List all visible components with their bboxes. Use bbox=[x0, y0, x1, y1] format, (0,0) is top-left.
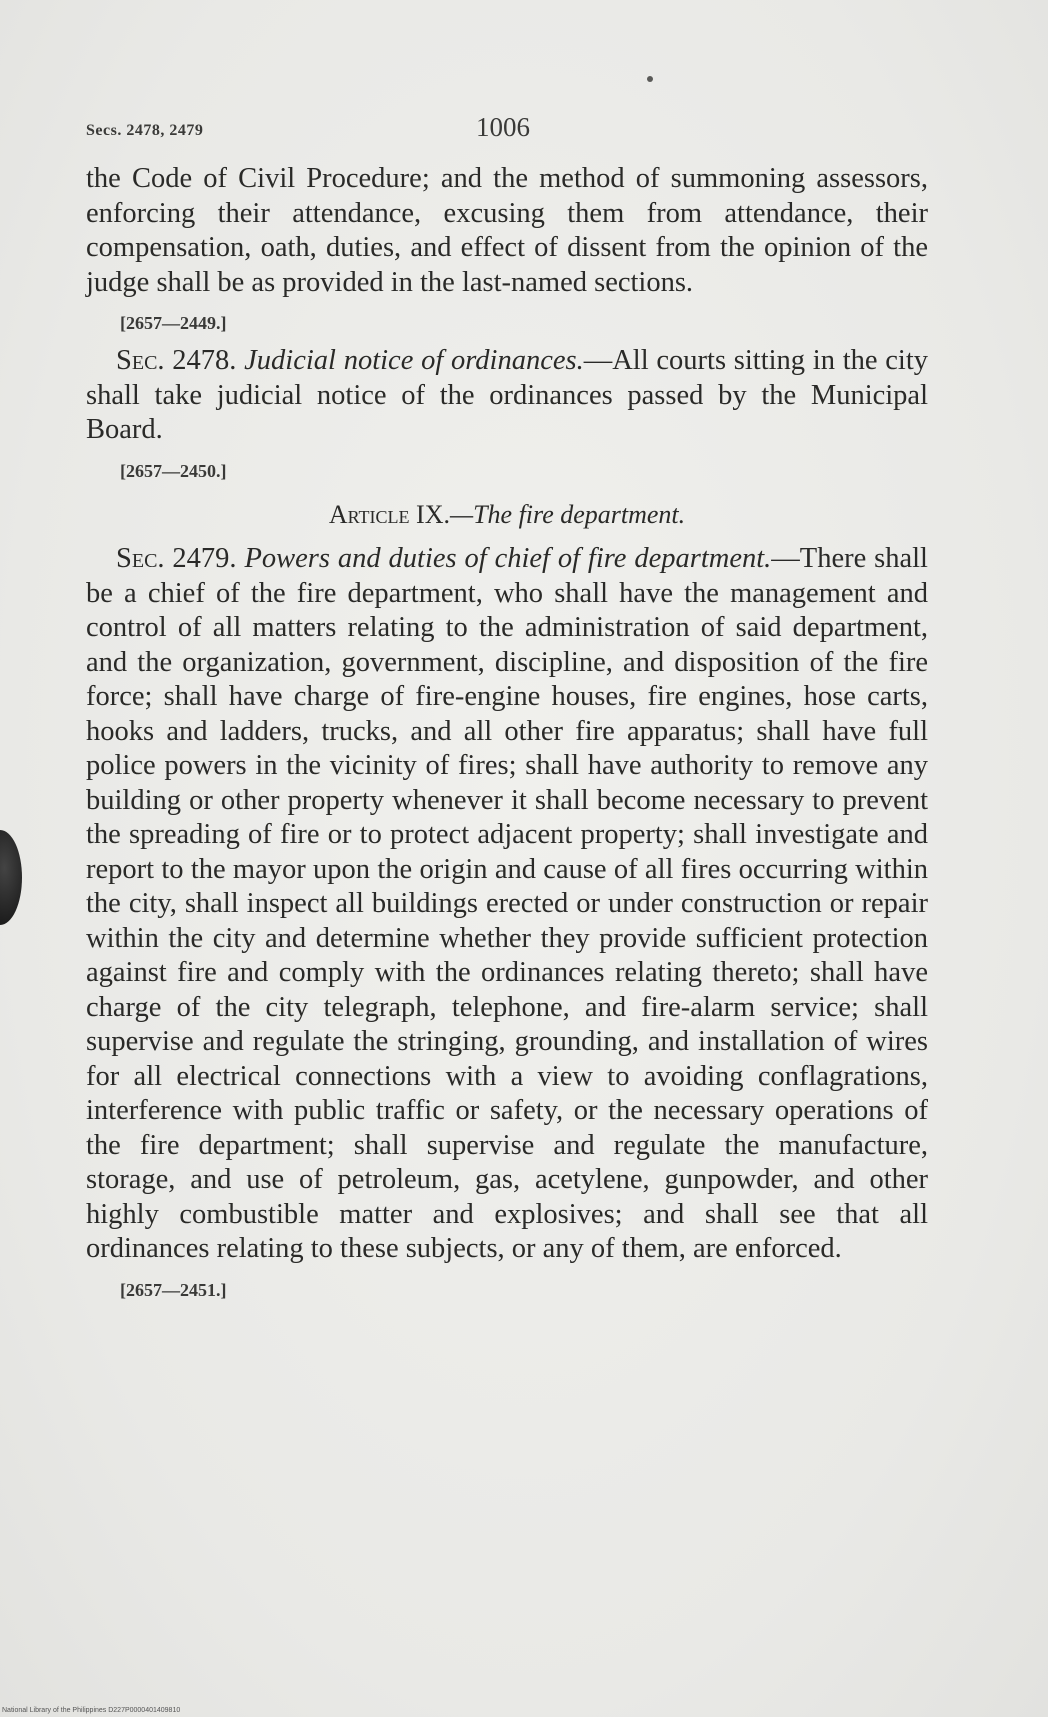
section-label: Sec. 2479. bbox=[116, 543, 237, 574]
section-2479 bbox=[86, 542, 928, 1267]
citation: [2657—2451.] bbox=[120, 1279, 227, 1300]
section-text: —There shall be a chief of the fire department, who shall have the management and control of all matters relating to the administration of said department, and the organization, government, discipline, and disposition of the fire force; shall have charge of fire-engine houses, fire engines, hose carts, hooks and ladders, trucks, and all other fire apparatus; shall have full police powers in the vicinity of fires; shall have authority to remove any building or other property whenever it shall become necessary to prevent the spreading of fire or to protect adjacent property; shall investigate and report to the mayor upon the origin and cause of all fires occurring within the city, shall inspect all buildings erected or under construction or repair within the city and determine whether they provide sufficient protection against fire and comply with the ordinances relating thereto; shall have charge of the city telegraph, telephone, and fire-alarm service; shall supervise and regulate the stringing, grounding, and installation of wires for all electrical connections with a view to avoiding conflagrations, interference with public traffic or safety, or the necessary operations of the fire department; shall supervise and regulate the manufacture, storage, and use of petroleum, gas, acetylene, gunpowder, and other highly combustible matter and explosives; and shall see that all ordinances relating to these subjects, or any of them, are enforced. bbox=[86, 543, 928, 1264]
section-heading: Judicial notice of ordinances. bbox=[244, 345, 584, 376]
speck bbox=[647, 76, 653, 82]
section-reference: Secs. 2478, 2479 bbox=[86, 122, 204, 139]
section-text: —All courts sitting in the city shall take judicial notice of the ordinances passed by the Municipal Board. bbox=[86, 345, 928, 445]
article-label: Article IX. bbox=[328, 499, 450, 529]
section-2478 bbox=[86, 344, 928, 448]
citation: [2657—2450.] bbox=[120, 460, 227, 481]
page-body bbox=[86, 162, 928, 1311]
article-heading bbox=[86, 498, 928, 533]
scan-footer: National Library of the Philippines D227P0000401409810 bbox=[2, 1707, 181, 1714]
section-heading: Powers and duties of chief of fire department. bbox=[244, 543, 772, 574]
section-label: Sec. 2478. bbox=[116, 345, 237, 376]
page-number: 1006 bbox=[476, 112, 530, 142]
thumb-shadow bbox=[0, 830, 22, 925]
citation: [2657—2449.] bbox=[120, 313, 227, 333]
continuation-paragraph: the Code of Civil Procedure; and the method of summoning assessors, enforcing their attendance, excusing them from attendance, their compensation, oath, duties, and effect of dissent from the opinion of the judge shall be as provided in the last-named sections. bbox=[86, 163, 928, 298]
article-title: —The fire department. bbox=[449, 499, 686, 529]
running-head bbox=[86, 112, 926, 152]
